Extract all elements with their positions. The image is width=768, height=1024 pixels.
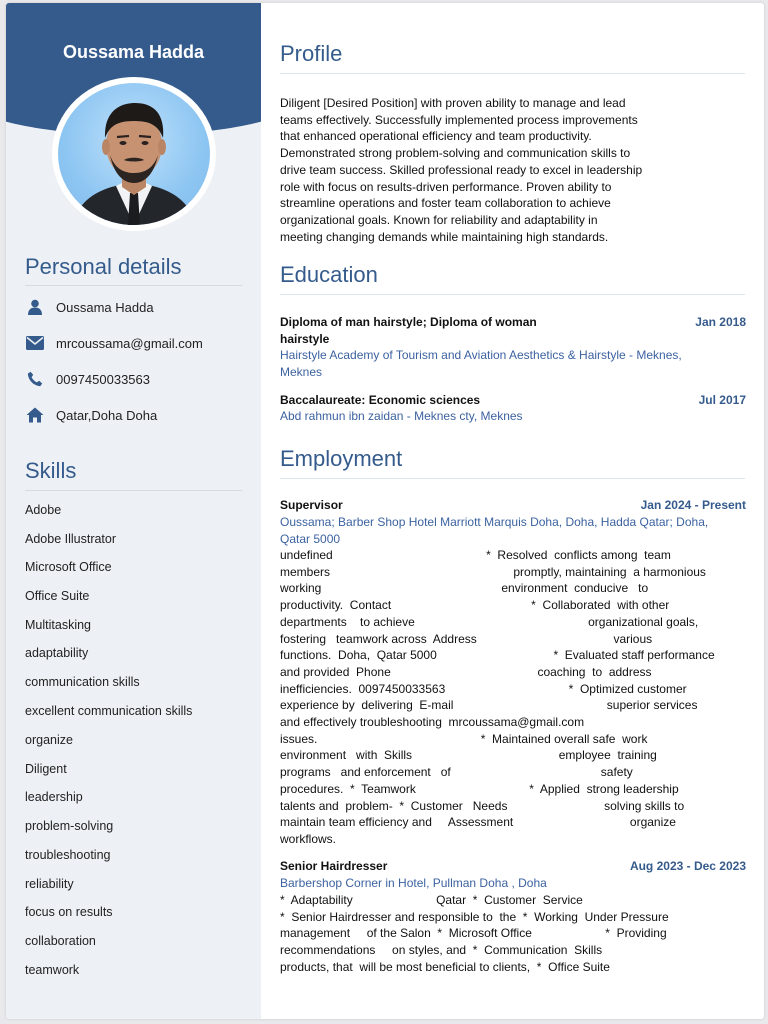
detail-email[interactable]: mrcoussama@gmail.com [56,335,203,351]
skill-item: collaboration [25,934,96,948]
skill-item: leadership [25,790,83,804]
detail-address: Qatar,Doha Doha [56,407,158,423]
detail-phone[interactable]: 0097450033563 [56,371,150,387]
main-content [280,3,746,1019]
skill-item: focus on results [25,905,113,919]
divider [280,294,745,295]
detail-name: Oussama Hadda [56,299,154,315]
skill-item: reliability [25,877,74,891]
skill-item: organize [25,733,73,747]
skill-item: adaptability [25,646,89,660]
divider [280,478,745,479]
skills-heading: Skills [25,458,77,483]
detail-phone-row [25,369,150,389]
job-title: Senior Hairdresser [280,859,388,873]
skill-item: problem-solving [25,819,114,833]
profile-photo [58,83,210,225]
skill-item: Diligent [25,762,67,776]
divider [25,285,242,286]
detail-email-row [25,333,203,353]
job-employer: Oussama; Barber Shop Hotel Marriott Marquis Doha, Doha, Hadda Qatar; Doha, Qatar 5000 [280,515,709,546]
profile-summary: Diligent [Desired Position] with proven ability to manage and lead teams effectively. Successfully implemented process improvements that enhanced operational efficiency and team productivity. Demonstrated strong problem-solving and communication skills to drive team success. Skilled professional ready to excel in leadership role with focus on results-driven performance. Proven ability to streamline operations and foster team collaboration to achieve organizational goals. Known for reliability and adaptability in meeting changing demands while maintaining high standards. [280,96,643,244]
skill-item: Multitasking [25,618,91,632]
job-description: * Adaptability Qatar * Customer Service * Senior Hairdresser and responsible to the * Working Under Pressure management of the Salon * Microsoft Office * Providing recommendations on styles, and * Communication Skills products, that will be most beneficial to clients, * Office Suite [280,893,669,974]
skill-item: teamwork [25,963,80,977]
skill-item: excellent communication skills [25,704,193,718]
job-description: undefined * Resolved conflicts among team members promptly, maintaining a harmonious working environment conducive to productivity. Contact * Collaborated with other departments to achieve organizational goals, fostering teamwork across Address various functions. Doha, Qatar 5000 * Evaluated staff performance and provided Phone coaching to address inefficiencies. 0097450033563 * Optimized customer experience by delivering E-mail superior services and effectively troubleshooting mrcoussama@gmail.com issues. * Maintained overall safe work environment with Skills employee training programs and enforcement of safety procedures. * Teamwork * Applied strong leadership talents and problem- * Customer Needs solving skills to maintain team efficiency and Assessment organize workflows. [280,548,715,846]
profile-photo-frame [52,77,216,231]
personal-details-heading: Personal details [25,254,182,279]
sidebar [6,3,261,1019]
education-institution: Abd rahmun ibn zaidan - Meknes cty, Meknes [280,409,523,423]
education-title: Diploma of man hairstyle; Diploma of woman hairstyle [280,315,537,346]
skill-item: communication skills [25,675,140,689]
education-institution: Hairstyle Academy of Tourism and Aviation Aesthetics & Hairstyle - Meknes, Meknes [280,348,682,379]
skill-item: Adobe Illustrator [25,532,117,546]
home-icon [25,405,45,425]
phone-icon [25,369,45,389]
skill-item: Office Suite [25,589,90,603]
employment-heading: Employment [280,446,403,471]
resume-page [6,3,764,1019]
education-date: Jul 2017 [698,393,746,407]
education-heading: Education [280,262,378,287]
divider [25,490,242,491]
divider [280,73,745,74]
skill-item: Microsoft Office [25,560,112,574]
candidate-name: Oussama Hadda [62,42,205,62]
job-date: Jan 2024 - Present [640,498,746,512]
skill-item: Adobe [25,503,62,517]
email-icon [25,333,45,353]
detail-name-row [25,297,154,317]
profile-heading: Profile [280,41,343,66]
user-icon [25,297,45,317]
detail-address-row [25,405,157,425]
job-title: Supervisor [280,498,343,512]
education-title: Baccalaureate: Economic sciences [280,393,481,407]
job-employer: Barbershop Corner in Hotel, Pullman Doha , Doha [280,876,547,890]
skill-item: troubleshooting [25,848,111,862]
education-date: Jan 2018 [695,315,746,329]
job-date: Aug 2023 - Dec 2023 [629,859,746,873]
